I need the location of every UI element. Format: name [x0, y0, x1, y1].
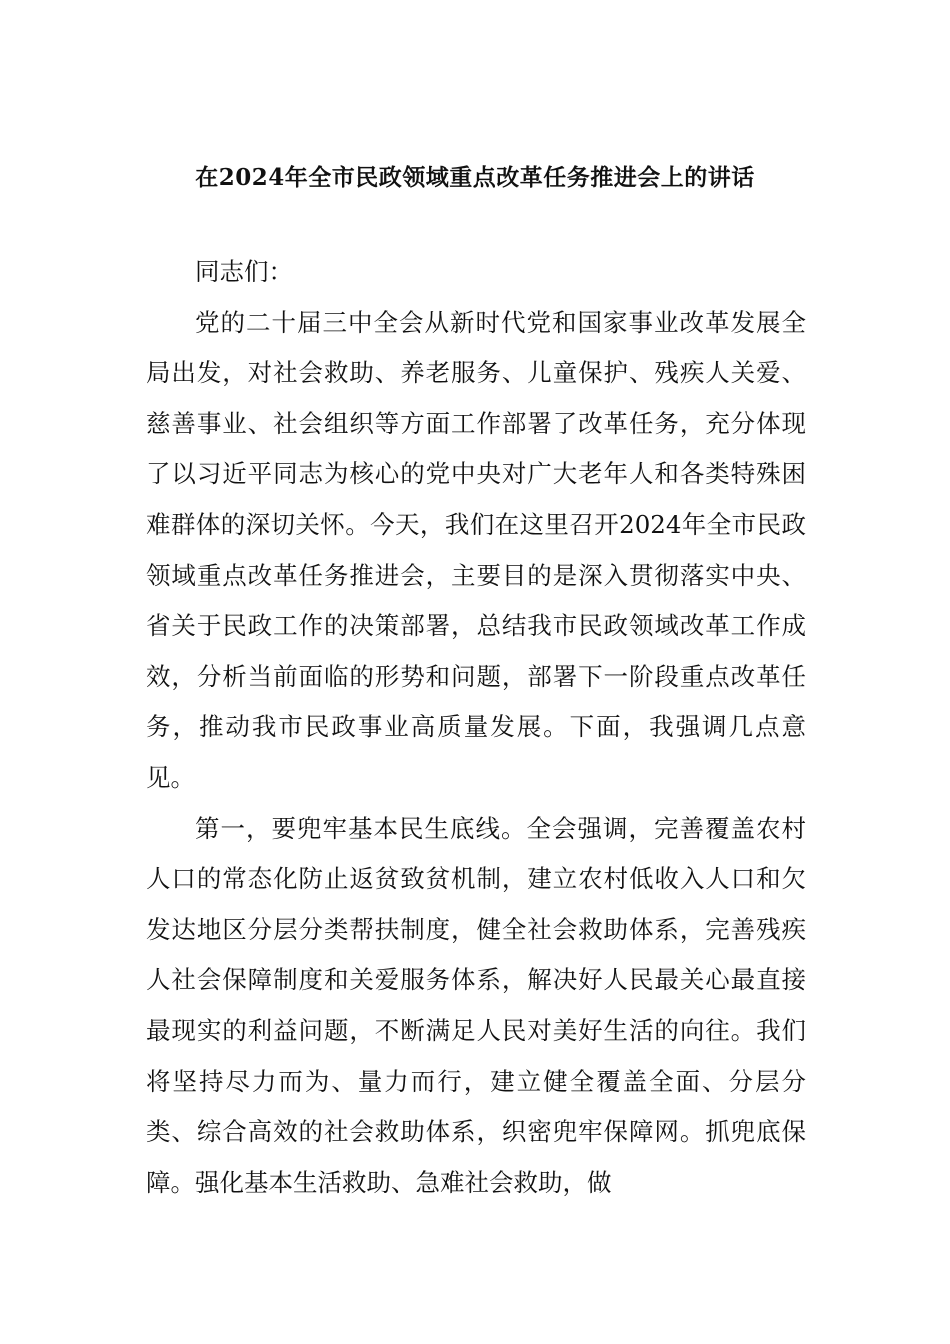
- document-title: 在2024年全市民政领域重点改革任务推进会上的讲话: [195, 164, 755, 191]
- document-body: [146, 247, 806, 1208]
- paragraph-first-point: 第一，要兜牢基本民生底线。全会强调，完善覆盖农村人口的常态化防止返贫致贫机制，建立农村低收入人口和欠发达地区分层分类帮扶制度，健全社会救助体系，完善残疾人社会保障制度和关爱服务体系，解决好人民最关心最直接最现实的利益问题，不断满足人民对美好生活的向往。我们将坚持尽力而为、量力而行，建立健全覆盖全面、分层分类、综合高效的社会救助体系，织密兜牢保障网。抓兜底保障。强化基本生活救助、急难社会救助，做: [146, 813, 806, 1197]
- salutation: 同志们：: [195, 257, 293, 286]
- paragraph-intro: 党的二十届三中全会从新时代党和国家事业改革发展全局出发，对社会救助、养老服务、儿童保护、残疾人关爱、慈善事业、社会组织等方面工作部署了改革任务，充分体现了以习近平同志为核心的党中央对广大老年人和各类特殊困难群体的深切关怀。今天，我们在这里召开2024年全市民政领域重点改革任务推进会，主要目的是深入贯彻落实中央、省关于民政工作的决策部署，总结我市民政领域改革工作成效，分析当前面临的形势和问题，部署下一阶段重点改革任务，推动我市民政事业高质量发展。下面，我强调几点意见。: [146, 307, 806, 792]
